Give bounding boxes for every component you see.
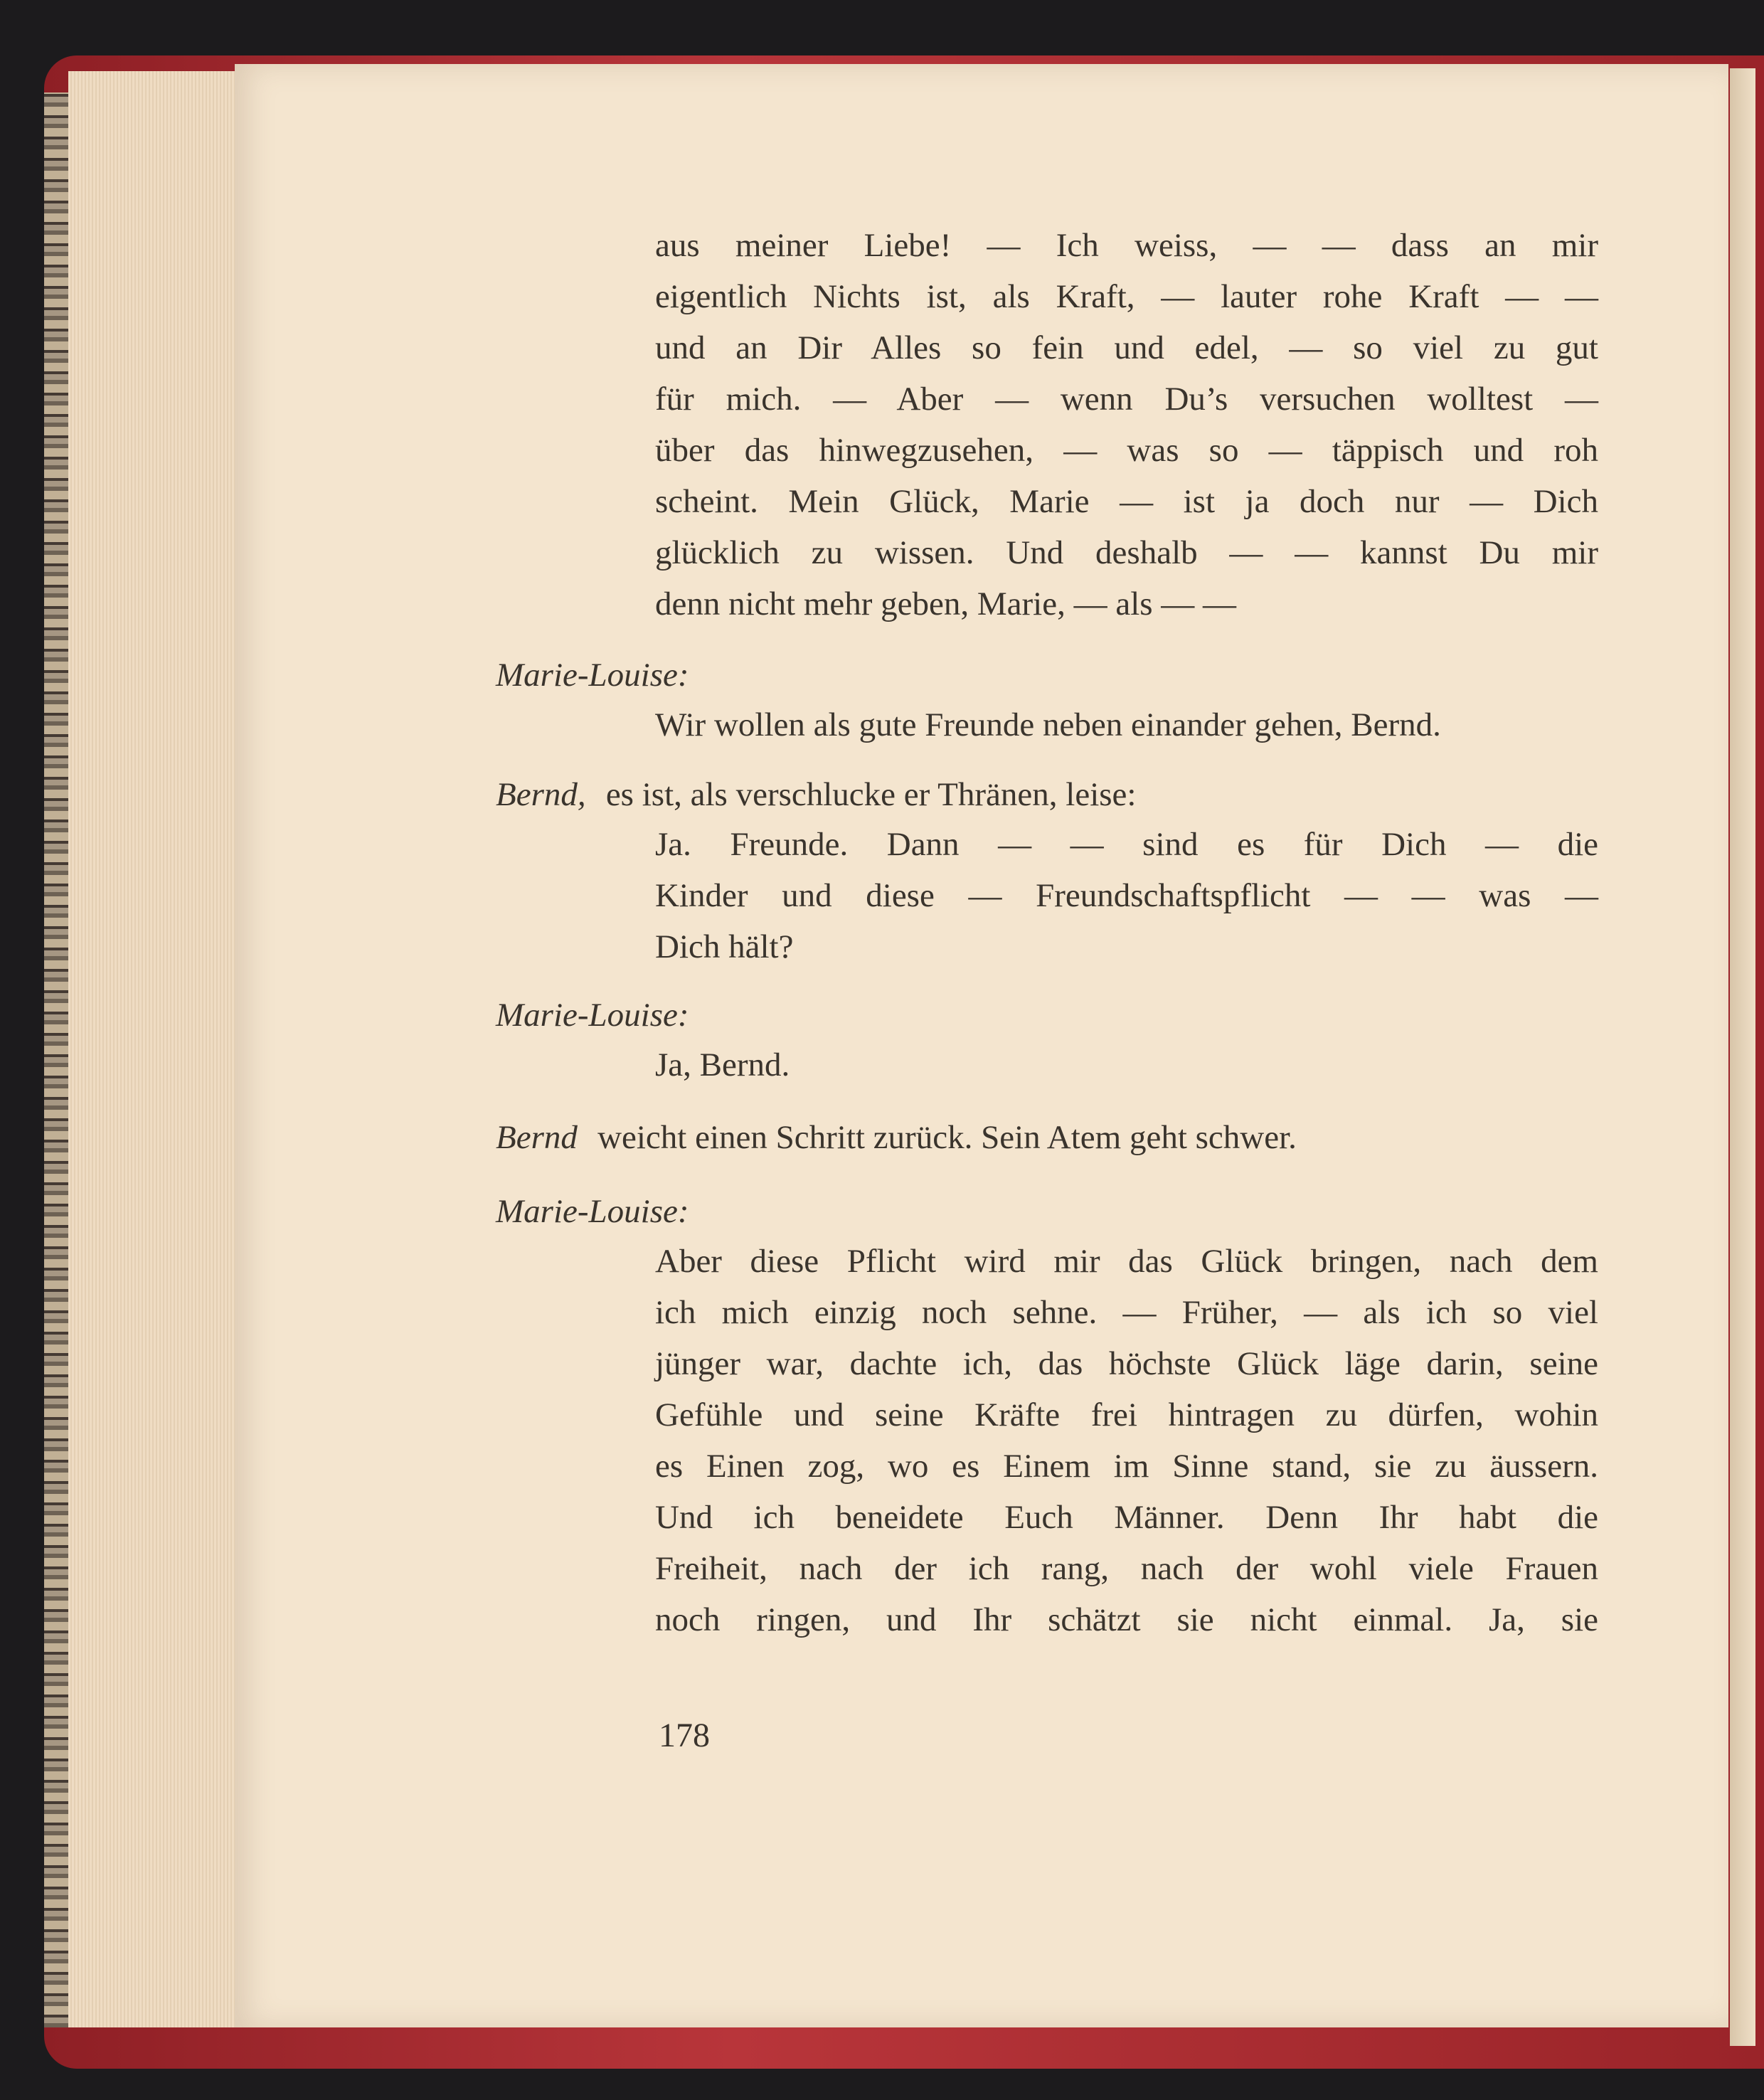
text-line: Gefühle und seine Kräfte frei hintragen zu dürfen, wohin [655,1396,1598,1433]
facing-page-edge [1730,68,1755,2046]
text-line: Wir wollen als gute Freunde neben einander gehen, Bernd. [655,706,1441,743]
text-line: glücklich zu wissen. Und deshalb — — kannst Du mir [655,534,1598,571]
stage-direction: es ist, als verschlucke er Thränen, leise: [597,776,1137,813]
text-line: Aber diese Pflicht wird mir das Glück bringen, nach dem [655,1243,1598,1280]
speaker-name: Marie-Louise [496,657,678,694]
speaker-suffix: : [677,657,689,694]
speaker-line [496,778,1136,812]
stage-direction: weicht einen Schritt zurück. Sein Atem geht schwer. [589,1119,1297,1156]
text-line: denn nicht mehr geben, Marie, — als — — [655,585,1237,622]
text-line: Freiheit, nach der ich rang, nach der wohl viele Frauen [655,1550,1598,1587]
speaker-line [496,1121,1297,1155]
marbled-page-edge [44,92,70,2027]
speaker-suffix: : [677,997,689,1034]
page-number: 178 [659,1717,710,1754]
text-line: Kinder und diese — Freundschaftspflicht — — was — [655,877,1598,914]
text-line: und an Dir Alles so fein und edel, — so viel zu gut [655,329,1598,366]
text-line: scheint. Mein Glück, Marie — ist ja doch nur — Dich [655,483,1598,520]
page-stack [68,71,239,2027]
speaker-name: Marie-Louise [496,997,678,1034]
text-line: eigentlich Nichts ist, als Kraft, — lauter rohe Kraft — — [655,278,1598,315]
speaker-name: Bernd, [496,776,586,813]
text-line: aus meiner Liebe! — Ich weiss, — — dass an mir [655,227,1598,264]
speaker-suffix: : [677,1193,689,1230]
speaker-line [496,1195,689,1229]
text-line: es Einen zog, wo es Einem im Sinne stand, sie zu äussern. [655,1448,1598,1485]
speaker-name: Marie-Louise [496,1193,678,1230]
text-line: Ja, Bernd. [655,1046,790,1083]
book-page [235,64,1728,2027]
text-line: Und ich beneidete Euch Männer. Denn Ihr habt die [655,1499,1598,1536]
text-line: noch ringen, und Ihr schätzt sie nicht einmal. Ja, sie [655,1601,1598,1638]
text-line: für mich. — Aber — wenn Du’s versuchen wolltest — [655,381,1598,418]
text-line: Ja. Freunde. Dann — — sind es für Dich — die [655,826,1598,863]
speaker-name: Bernd [496,1119,578,1156]
text-line: über das hinwegzusehen, — was so — täppisch und roh [655,432,1598,469]
speaker-line [496,999,689,1032]
text-line: Dich hält? [655,928,794,965]
speaker-line [496,659,689,692]
text-line: jünger war, dachte ich, das höchste Glück läge darin, seine [655,1345,1598,1382]
text-line: ich mich einzig noch sehne. — Früher, — als ich so viel [655,1294,1598,1331]
page-text [235,64,1728,2027]
